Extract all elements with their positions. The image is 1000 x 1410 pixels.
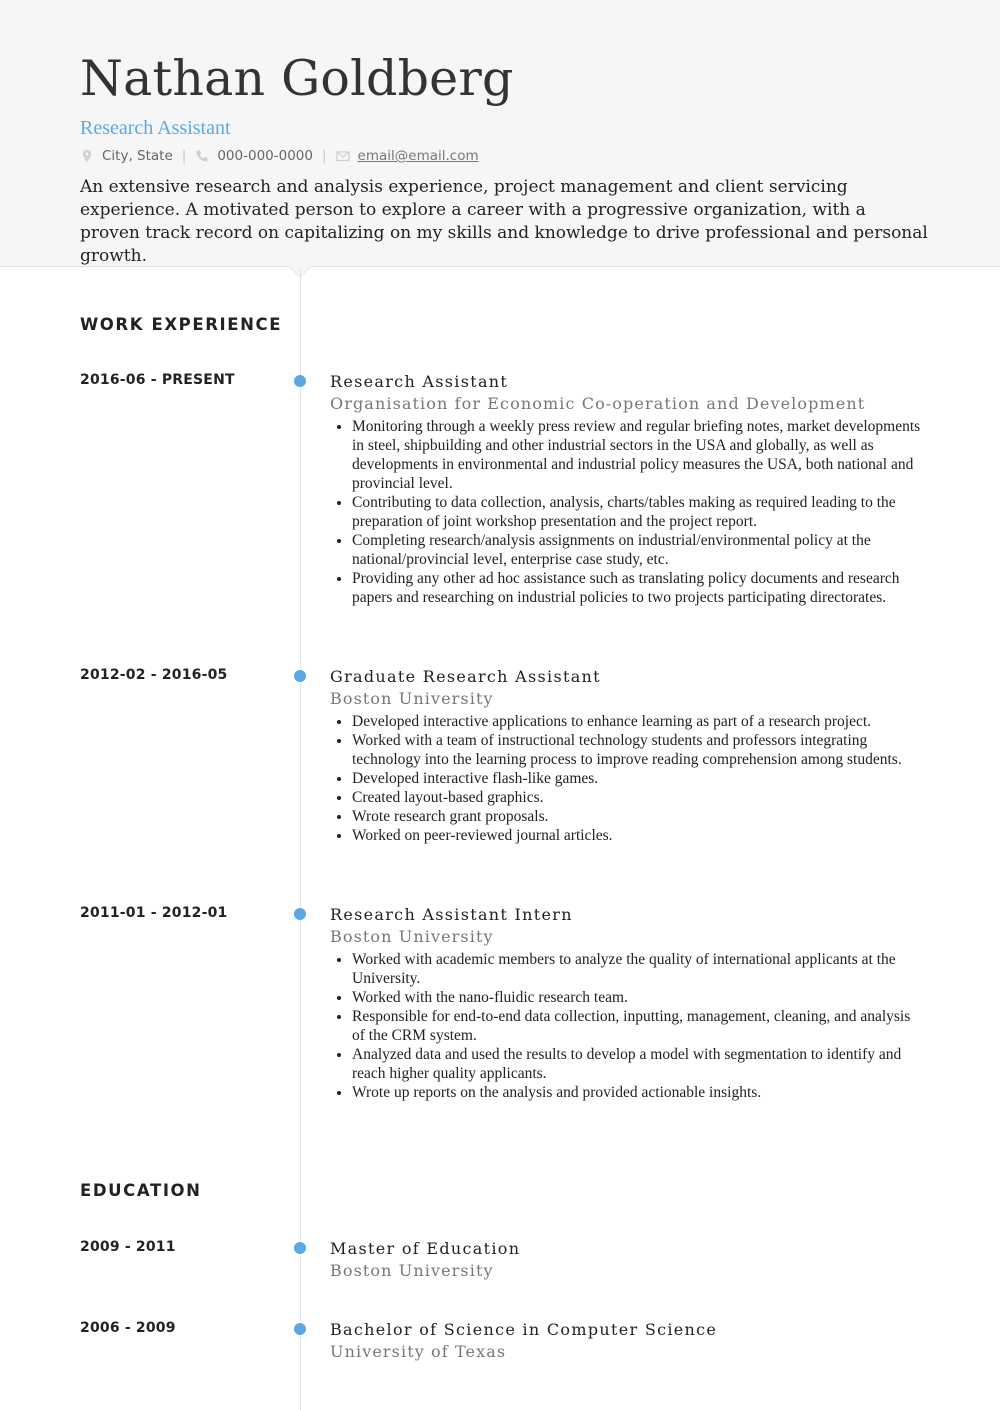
job-bullets [330,417,925,607]
job-bullet: • Responsible for end-to-end data collection, inputting, management, cleaning, and analysis of the CRM system. [352,1007,925,1045]
job-bullet: • Wrote up reports on the analysis and provided actionable insights. [352,1083,925,1102]
education-entry [330,1319,925,1363]
job-bullet: • Created layout-based graphics. [352,788,925,807]
contact-line [80,146,479,166]
timeline-dot [294,908,306,920]
job-title: Graduate Research Assistant [330,667,601,686]
envelope-icon [336,149,350,163]
job-bullet: • Developed interactive applications to enhance learning as part of a research project. [352,712,925,731]
education-date: 2009 - 2011 [80,1239,176,1255]
work-date: 2016-06 - PRESENT [80,372,235,388]
job-bullet: • Worked with academic members to analyze the quality of international applicants at the University. [352,950,925,988]
phone-icon [195,149,209,163]
school: University of Texas [330,1342,507,1361]
timeline-dot [294,1323,306,1335]
job-bullet: • Developed interactive flash-like games. [352,769,925,788]
job-bullet: • Analyzed data and used the results to develop a model with segmentation to identify and reach higher quality applicants. [352,1045,925,1083]
timeline-dot [294,670,306,682]
education-entry [330,1238,925,1282]
employer: Boston University [330,689,494,708]
job-bullet: • Contributing to data collection, analysis, charts/tables making as required leading to the preparation of joint workshop presentation and the project report. [352,493,925,531]
degree: Bachelor of Science in Computer Science [330,1320,718,1339]
employer: Boston University [330,927,494,946]
job-bullet: • Monitoring through a weekly press review and regular briefing notes, market developments in steel, shipbuilding and other industrial sectors in the USA and globally, as well as developments in environmental and industrial policy measures the USA, both national and provincial level. [352,417,925,493]
job-title: Research Assistant Intern [330,905,573,924]
contact-email-link[interactable]: email@email.com [357,148,479,164]
job-bullet: • Worked with the nano-fluidic research team. [352,988,925,1007]
candidate-name: Nathan Goldberg [80,50,514,107]
work-date: 2011-01 - 2012-01 [80,905,228,921]
work-date: 2012-02 - 2016-05 [80,667,228,683]
contact-separator: | [321,148,327,164]
location-pin-icon [80,149,94,163]
job-bullets [330,950,925,1102]
contact-separator: | [181,148,187,164]
work-entry [330,371,925,607]
job-bullet: • Worked with a team of instructional technology students and professors integrating technology into the learning process to improve reading comprehension among students. [352,731,925,769]
job-bullets [330,712,925,845]
work-entry [330,904,925,1102]
education-date: 2006 - 2009 [80,1320,176,1336]
professional-summary: An extensive research and analysis experience, project management and client servicing experience. A motivated person to explore a career with a progressive organization, with a proven track record on capitalizing on my skills and knowledge to drive professional and personal growth. [80,177,928,266]
work-experience-heading: WORK EXPERIENCE [80,315,283,334]
contact-phone: 000-000-0000 [217,148,313,164]
timeline-dot [294,375,306,387]
school: Boston University [330,1261,494,1280]
job-bullet: • Worked on peer-reviewed journal articles. [352,826,925,845]
job-bullet: • Providing any other ad hoc assistance such as translating policy documents and research papers and researching on industrial policies to two projects participating directorates. [352,569,925,607]
job-bullet: • Completing research/analysis assignments on industrial/environmental policy at the national/provincial level, enterprise case study, etc. [352,531,925,569]
contact-location: City, State [102,148,173,164]
employer: Organisation for Economic Co-operation and Development [330,394,866,413]
job-bullet: • Wrote research grant proposals. [352,807,925,826]
work-entry [330,666,925,845]
timeline-line [300,268,301,1410]
job-title: Research Assistant [330,372,509,391]
timeline-dot [294,1242,306,1254]
candidate-title: Research Assistant [80,117,231,139]
degree: Master of Education [330,1239,521,1258]
education-heading: EDUCATION [80,1181,202,1200]
